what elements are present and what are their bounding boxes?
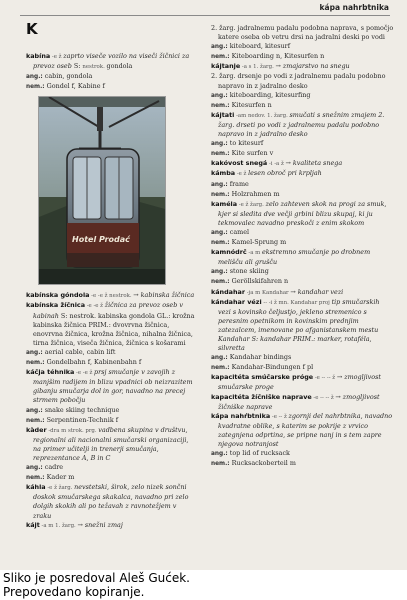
definition: zgornji del nahrbtnika, navadno kvadratne oblike, s katerim se pokrije z vrvico zategnjena odprtina, se pripne nanj in s tem zapre njegova notranjost [218,411,393,449]
language-label: nem.: [26,360,45,367]
dictionary-entry [211,62,394,72]
grammar-label: -e -- -- ž [311,394,336,401]
definition: vadbena skupina v društvu, regionalni ali nacionalni smučarski organizaciji, na primer učitelji in trenerji smučanja, reprezentance A, B in C [33,425,189,462]
running-head: kápa nahrbtnika [319,3,389,12]
translation-line [26,463,196,473]
dictionary-entry [211,159,394,169]
definition: ekstremno smučanje po drobnem melišču ali grušču [218,248,371,267]
language-label: nem.: [211,102,230,109]
section-letter: K [26,20,38,38]
definition: lesen obroč pri krpljah [248,169,322,178]
entry-text: to kitesurf [227,139,264,148]
dictionary-entry [26,301,196,347]
headword: kabínska góndola [26,291,90,300]
headword: kándahar vézi [211,297,262,306]
language-label: nem.: [211,240,230,247]
language-label: ang.: [211,355,228,362]
language-label: ang.: [211,141,228,148]
headword: kamnódrč [211,248,247,257]
entry-text: Geröllskifahren n [229,277,289,286]
definition: zaprto viseče vozilo na viseči žičnici za prevoz oseb [33,52,190,71]
headword: káčja téhnika [26,368,75,377]
definition: → zmajarstvo na snegu [275,62,350,71]
cross-reference: S: [73,62,83,71]
language-label: nem.: [211,191,230,198]
definition: → kvaliteta snega [285,159,343,168]
translation-line [211,91,394,101]
headword: kájtati [211,110,235,119]
grammar-label: -a m 1. žarg. [39,522,78,529]
definition: nevstetski, širok, zelo nizek sončni doskok smučarskega skakalca, navadno pri zelo dolgih skokih ali po težavah z ravnotežjem v zraku [33,483,189,520]
definition: → zmogljivost žičniške naprave [218,392,380,411]
language-label: ang.: [26,74,43,81]
definition: → kabinska žičnica [133,291,195,300]
language-label: nem.: [26,417,45,424]
definition: → zmogljivost smučarske proge [218,373,381,392]
headword: kápa nahŕbtnika [211,411,271,420]
definition: žičnica za prevoz oseb v kabinah [33,301,183,320]
grammar-label: -ja m Kandahar [245,289,291,296]
dictionary-entry [211,412,394,449]
dictionary-entry [26,426,196,463]
grammar-label: -a m [246,250,262,257]
gondola-sign-text: Hotel Prodać [72,235,130,245]
dictionary-entry [211,298,394,354]
translation-line [211,149,394,159]
entry-text: Kandahar bindings [227,353,292,362]
dictionary-entry [211,248,394,267]
entry-text: Kamel-Sprung m [229,238,287,247]
entry-text: cabin, gondola [42,72,93,81]
language-label: nem.: [211,54,230,61]
dictionary-entry [211,200,394,228]
dictionary-entry [211,169,394,179]
entry-text: Serpentinen-Technik f [44,415,119,424]
translation-line [211,101,394,111]
dictionary-entry [211,24,394,42]
header-rule [20,15,390,16]
headword: kabína [26,52,51,60]
entry-text: Holzrahmen m [229,189,280,198]
usage-label: nestrok. [82,64,107,71]
entry-text: Kader m [44,473,75,482]
language-label: ang.: [211,181,228,188]
entry-text: 2. žarg. drsenje po vodi z jadralnemu padalu podobno napravo in z jadralno desko [211,72,386,90]
entry-text: top lid of rucksack [227,449,290,458]
credit-line: Sliko je posredoval Aleš Gućek. [3,571,190,585]
language-label: ang.: [26,465,43,472]
dictionary-entry [211,111,394,139]
grammar-label: -a s 1. žarg. [240,64,276,71]
language-label: ang.: [26,407,43,414]
image-credit [3,571,190,599]
definition: tip smučarskih vezi s kovinsko čeljustjo, jekleno stremenico s peresnim opetnikom in kovinskim prednjim zatezalcem, imenovane po afganistanskem mestu Kandahar S: kandahar PRIM.: marker, rotaféla, silvretta [218,297,380,353]
headword: kájtanje [211,62,241,71]
headword: kabínska žíčnica [26,301,86,310]
grammar-label: -am nedov. 1. žarg. [234,112,290,119]
translation-line [211,353,394,363]
right-column [211,24,394,469]
entry-text: kiteboard, kitesurf [227,42,291,51]
grammar-label: -e -- -- ž [313,375,337,382]
grammar-label: -e -e ž [74,370,95,377]
entry-text: cadre [42,463,64,472]
language-label: ang.: [211,229,228,236]
entry-text: 2. žarg. jadralnemu padalu podobna naprava, s pomočjo katere oseba ob vetru drsi na jadralni deski po vodi [211,24,394,42]
language-label: nem.: [211,151,230,158]
cross-reference: S: nestrok. kabinska gondola GL.: krožna kabinska žičnica PRIM.: dvovrvna žičnica, enovrvna žičnica, krožna žičnica, nihalna žičnica, tirna žičnica, viseča žičnica, žičnica s košarami [33,311,195,347]
translation-line [211,363,394,373]
grammar-label: -e -e ž nestrok. [89,293,134,300]
dictionary-entry [26,291,196,301]
entry-text: aerial cable, cabin lift [42,347,116,356]
translation-line [211,190,394,200]
language-label: nem.: [26,475,45,482]
translation-line [211,228,394,238]
dictionary-entry [26,368,196,405]
entry-text: frame [227,179,249,188]
language-label: ang.: [211,451,228,458]
language-label: nem.: [211,279,230,286]
entry-text: Kandahar-Bindungen f pl [229,363,314,372]
headword: kaméla [211,199,238,208]
grammar-label: -i -a ž [267,161,286,168]
translation-line [26,473,196,483]
translation-line [26,348,196,358]
definition: → kandahar vezi [290,287,344,296]
headword: kájt [26,520,40,529]
entry-text: Kiteboarding n, Kitesurfen n [229,52,325,61]
copy-notice: Prepovedano kopiranje. [3,585,145,599]
dictionary-entry [26,521,196,531]
grammar-label: -e -e ž [85,303,105,310]
language-label: ang.: [211,269,228,276]
translation-line [211,180,394,190]
synonym: gondola [106,62,133,71]
entry-text: Gondelbahn f, Kabinenbahn f [44,358,142,367]
entry-text: Kitesurfen n [229,100,272,109]
headword: kapacitéta smúčarske próge [211,373,314,382]
translation-line [211,267,394,277]
translation-line [211,52,394,62]
language-label: nem.: [26,84,45,91]
language-label: ang.: [26,349,43,356]
entry-text: snake skiing technique [42,405,120,414]
definition: → snežni zmaj [77,520,123,529]
translation-line [211,277,394,287]
entry-text: Gondel f, Kabine f [44,82,105,91]
language-label: ang.: [211,92,228,99]
grammar-label: -e ž žarg. [45,485,75,492]
translation-line [26,82,196,92]
translation-line [26,406,196,416]
dictionary-entry [26,52,196,72]
headword: kàder [26,425,47,434]
headword: kámba [211,169,236,178]
grammar-label: -dra m strok. prg. [46,427,99,434]
entry-text: stone skiing [227,267,269,276]
translation-line [26,358,196,368]
language-label: nem.: [211,365,230,372]
translation-line [211,459,394,469]
translation-line [211,238,394,248]
dictionary-entry [211,373,394,392]
grammar-label: -e -- ž [270,413,289,420]
definition: prsj smučanje v zavojih z manjšim radijem in blizu vpadnici ob neizrazitem gibanju smučarja dol in gor, navadno na precej strmem pobočju [33,368,193,405]
left-column [26,52,196,531]
grammar-label: -- -i ž mn. Kandahar proj [261,299,332,306]
grammar-label: -e ž [50,54,64,60]
entry-text: kiteboarding, kitesurfing [227,90,311,99]
translation-line [26,72,196,82]
definition: smučati s snežnim zmajem 2. žarg. drseti po vodi z jadralnemu padalu podobno napravo in z jadralno desko [218,110,385,139]
language-label: ang.: [211,44,228,51]
language-label: nem.: [211,461,230,468]
definition: zelo zahteven skok na progi za smuk, kjer si sledita dve večji grbini blizu skupaj, ki ju tekmovalec navadno preskoči z enim skokom [218,199,387,227]
dictionary-entry [26,483,196,520]
translation-line [211,449,394,459]
translation-line [26,416,196,426]
translation-line [211,42,394,52]
entry-text: camel [227,227,250,236]
headword: kakóvost snegá [211,159,268,168]
entry-text: Kite surfen v [229,149,274,158]
grammar-label: -e ž [235,171,249,178]
grammar-label: -e ž žarg. [237,201,266,208]
dictionary-entry [211,288,394,298]
headword: káhla [26,483,46,492]
translation-line [211,139,394,149]
headword: kapacitéta žíčniške naprave [211,392,312,401]
headword: kándahar [211,287,246,296]
entry-text: Rucksackoberteil m [229,459,296,468]
dictionary-entry [211,72,394,90]
gondola-cabin-photo [38,96,166,285]
dictionary-entry [211,393,394,412]
